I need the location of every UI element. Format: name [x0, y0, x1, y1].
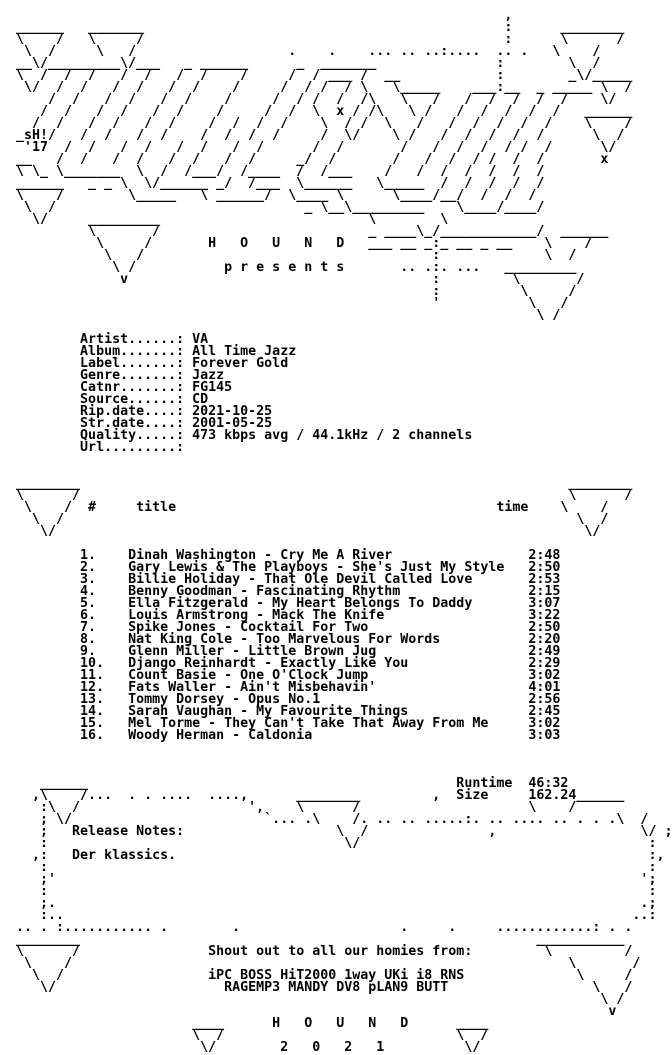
nfo-line: 2. Gary Lewis & The Playboys - She's Just My Style 2:50 — [0, 560, 561, 575]
nfo-line: ; Release Notes: \ / , \/ ; — [0, 824, 672, 839]
nfo-line: 10. Django Reinhardt - Exactly Like You 2:29 — [0, 656, 561, 671]
nfo-line: 4. Benny Goodman - Fascinating Rhythm 2:15 — [0, 584, 561, 599]
nfo-line: 8. Nat King Cole - Too Marvelous For Words 2:20 — [0, 632, 561, 647]
nfo-line: :\ / ', \ / \ / — [0, 800, 601, 815]
nfo-line: .. . :........... . . . . ............: . . — [0, 920, 633, 935]
nfo-line: \ / \ / — [0, 956, 649, 971]
nfo-line: : : — [0, 884, 657, 899]
nfo-line: \ / — [0, 992, 657, 1007]
nfo-line: ________ ________ — [0, 476, 633, 491]
nfo-line: 7. Spike Jones - Cocktail For Two 2:50 — [0, 620, 561, 635]
nfo-line: __ / / / / / / / / _/ / / / / / / / / x — [0, 152, 633, 167]
nfo-line: ______ Runtime 46:32 — [0, 776, 569, 791]
nfo-line: \ / \ / — [0, 512, 625, 527]
nfo-line: \ / \ / . . ... .. ..:.... .. . \ / — [0, 44, 617, 59]
nfo-line: v : \ / — [0, 272, 601, 287]
nfo-line: Str.date....: 2001-05-25 — [0, 416, 273, 431]
nfo-line: ' \ / — [0, 296, 601, 311]
nfo-line: __\/_________\/___ _ ______ _ _______ : \ / — [0, 56, 633, 71]
nfo-line: ;. .; — [0, 896, 657, 911]
nfo-line: \ / p r e s e n t s .. .:. ... _________ — [0, 260, 585, 275]
nfo-line: \ / _ \__\_________ \____/____/ — [0, 200, 625, 215]
nfo-line: ,\ /... . . .... ...., ________ , Size 162.24______ — [0, 788, 625, 803]
nfo-line: / / / / / / / / / / \ / / \ / / / / / / \ / — [0, 116, 633, 131]
nfo-line: ______ _______ : ________ — [0, 20, 633, 35]
nfo-line: ______ _ _ \ \/______ _/ /___ \______ \_____ / / / / / — [0, 176, 625, 191]
nfo-line: 11. Count Basie - One O'Clock Jump 3:02 — [0, 668, 561, 683]
nfo-line: 16. Woody Herman - Caldonia 3:03 — [0, 728, 561, 743]
nfo-line: \/ \/ — [0, 524, 625, 539]
nfo-line: :.. ..: — [0, 908, 657, 923]
nfo-line: Quality.....: 473 kbps avg / 44.1kHz / 2 channels — [0, 428, 473, 443]
nfo-line: \ / \ / : \ / — [0, 32, 633, 47]
nfo-line: \ / Shout out to all our homies from: \ / — [0, 944, 633, 959]
nfo-line: ; \/ `... .\ /. .. .. .....:. .. .... .. . . .\ / — [0, 812, 649, 827]
nfo-line: Label.......: Forever Gold — [0, 356, 289, 371]
nfo-line: _sH!/ / / / / / / / / / \/ \ / / / / / / \ / — [0, 128, 633, 143]
nfo-line: \ / H O U N D ___ __ _:_ __ _ __ \ / — [0, 236, 601, 251]
nfo-line: \ / _ ____\_/____________/ ______ — [0, 224, 625, 239]
nfo-line: \/ / / / / / / / / / / / \ \_____ ___:__ _ _____ \ / — [0, 80, 633, 95]
nfo-line: \ / # title time \ / — [0, 500, 617, 515]
nfo-line: ,: Der klassics. :, — [0, 848, 665, 863]
nfo-line: Url.........: — [0, 440, 185, 455]
nfo-line: '17 / / / / / / / / / / / / / / / / / \/ — [0, 140, 633, 155]
nfo-line: 3. Billie Holiday - That Ole Devil Called Love 2:53 — [0, 572, 561, 587]
nfo-line: Source......: CD — [0, 392, 209, 407]
nfo-line: Catnr.......: FG145 — [0, 380, 233, 395]
nfo-line: Rip.date....: 2021-10-25 — [0, 404, 273, 419]
nfo-line: / / / / / / / / / / / /\ \ / / / / / / \/ — [0, 92, 633, 107]
nfo-line: , — [0, 8, 633, 23]
nfo-line: Artist......: VA — [0, 332, 209, 347]
nfo-line: 15. Mel Torme - They Can't Take That Away From Me 3:02 — [0, 716, 561, 731]
nfo-line: Genre.......: Jazz — [0, 368, 225, 383]
nfo-line: 1. Dinah Washington - Cry Me A River 2:48 — [0, 548, 561, 563]
nfo-line: : \/ : — [0, 836, 657, 851]
nfo-line: \ / : \ / — [0, 248, 593, 263]
nfo-line: \ / / / / / / / / / / ___ / __ : _\/_____ — [0, 68, 633, 83]
nfo-line: : : — [0, 860, 657, 875]
nfo-line: \ \_ \_______ \ / /___/ /____ / /___ / / / / / / / — [0, 164, 617, 179]
nfo-line: Album.......: All Time Jazz — [0, 344, 297, 359]
nfo-line: \ / \ / — [0, 488, 633, 503]
nfo-line: 14. Sarah Vaughan - My Favourite Things 2:45 — [0, 704, 561, 719]
nfo-line: \/ _________ \ \ — [0, 212, 617, 227]
nfo-line: \/ RAGEMP3 MANDY DV8 pLAN9 BUTT \ / — [0, 980, 657, 995]
nfo-ascii-text — [0, 10, 672, 1054]
nfo-line: 12. Fats Waller - Ain't Misbehavin' 4:01 — [0, 680, 561, 695]
nfo-line: \ / — [0, 308, 601, 323]
nfo-line: 5. Ella Fitzgerald - My Heart Belongs To Daddy 3:07 — [0, 596, 561, 611]
nfo-line: 13. Tommy Dorsey - Opus No.1 2:56 — [0, 692, 561, 707]
nfo-line: \ / \ / — [0, 1028, 641, 1043]
nfo-line: ________ ___________ — [0, 932, 625, 947]
nfo-line: 6. Louis Armstrong - Mack The Knife 3:22 — [0, 608, 561, 623]
nfo-line: 9. Glenn Miller - Little Brown Jug 2:49 — [0, 644, 561, 659]
nfo-line: \ / iPC BOSS HiT2000 1way UKi i8 RNS \ / — [0, 968, 649, 983]
nfo-line: v — [0, 1004, 657, 1019]
nfo-line: ____ H O U N D ____ — [0, 1016, 649, 1031]
nfo-line: \/ 2 0 2 1 \/ — [0, 1040, 641, 1055]
nfo-line: : \ / — [0, 284, 601, 299]
nfo-line: \ / \_____ \ ______/ \____ \ \____/__/ / / / — [0, 188, 609, 203]
nfo-line: / / / / / / / / / \ x / /\ \ / / / / / / ______ — [0, 104, 633, 119]
nfo-line: ;' '; — [0, 872, 657, 887]
